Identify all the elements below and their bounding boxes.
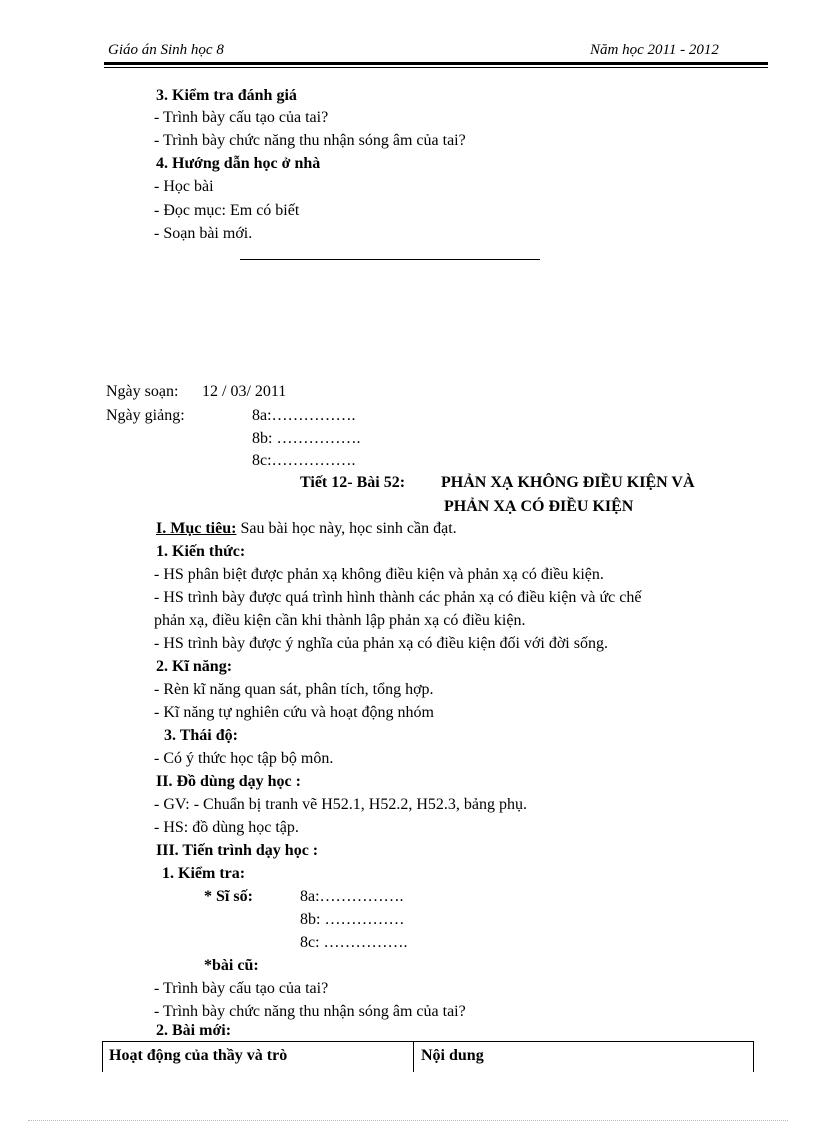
assessment-question-2: - Trình bày chức năng thu nhận sóng âm của tai? <box>154 132 466 149</box>
homework-heading: 4. Hướng dẫn học ở nhà <box>156 155 321 172</box>
attendance-label: * Sĩ số: <box>204 888 253 905</box>
knowledge-item-1: - HS phân biệt được phản xạ không điều kiện và phản xạ có điều kiện. <box>154 566 604 583</box>
materials-teacher: - GV: - Chuẩn bị tranh vẽ H52.1, H52.2, H52.3, bảng phụ. <box>154 796 527 813</box>
old-lesson-question-1: - Trình bày cấu tạo của tai? <box>154 980 329 997</box>
skills-item-1: - Rèn kĩ năng quan sát, phân tích, tổng hợp. <box>154 681 434 698</box>
attendance-8a: 8a:……………. <box>300 888 404 905</box>
homework-item-1: - Học bài <box>154 178 214 195</box>
header-rule-thin <box>104 67 768 68</box>
teach-date-label: Ngày giảng: <box>106 407 185 424</box>
objectives-heading-row <box>156 519 457 539</box>
teach-class-8a: 8a:……………. <box>252 407 356 424</box>
prep-date-label: Ngày soạn: <box>106 383 179 400</box>
header-rule-thick <box>104 62 768 65</box>
teach-class-8b: 8b: ……………. <box>252 430 361 447</box>
old-lesson-label: *bài cũ: <box>204 957 259 974</box>
homework-item-2: - Đọc mục: Em có biết <box>154 202 300 219</box>
objectives-heading-text: I. Mục tiêu: <box>156 520 237 537</box>
knowledge-item-2b: phản xạ, điều kiện cần khi thành lập phản xạ có điều kiện. <box>154 612 526 629</box>
assessment-heading-text: 3. Kiểm tra đánh giá <box>156 87 297 104</box>
lesson-title-line-1: PHẢN XẠ KHÔNG ĐIỀU KIỆN VÀ <box>441 474 695 491</box>
old-lesson-question-2: - Trình bày chức năng thu nhận sóng âm của tai? <box>154 1003 466 1020</box>
objectives-intro: Sau bài học này, học sinh cần đạt. <box>236 520 457 537</box>
materials-heading: II. Đồ dùng dạy học : <box>156 773 301 790</box>
prep-date-value: 12 / 03/ 2011 <box>202 383 287 400</box>
attitude-item-1: - Có ý thức học tập bộ môn. <box>154 750 334 767</box>
materials-student: - HS: đồ dùng học tập. <box>154 819 299 836</box>
skills-item-2: - Kĩ năng tự nghiên cứu và hoạt động nhóm <box>154 704 434 721</box>
assessment-question-1: - Trình bày cấu tạo của tai? <box>154 109 329 126</box>
skills-heading: 2. Kĩ năng: <box>156 658 233 675</box>
header-subject: Giáo án Sinh học 8 <box>108 42 224 58</box>
activity-table-col-1 <box>103 1042 414 1072</box>
knowledge-item-2a: - HS trình bày được quá trình hình thành các phản xạ có điều kiện và ức chế <box>154 589 642 606</box>
attendance-8b: 8b: …………… <box>300 911 405 928</box>
assessment-heading <box>156 86 297 106</box>
homework-item-3: - Soạn bài mới. <box>154 225 253 242</box>
lesson-title-line-2: PHẢN XẠ CÓ ĐIỀU KIỆN <box>444 498 634 515</box>
section-separator <box>240 259 540 260</box>
page-bottom-border <box>28 1120 788 1121</box>
activity-table <box>102 1041 754 1072</box>
process-heading: III. Tiến trình dạy học : <box>156 842 319 859</box>
col-header-activities: Hoạt động của thầy và trò <box>109 1047 288 1064</box>
col-header-content: Nội dung <box>421 1047 484 1064</box>
new-lesson-heading: 2. Bài mới: <box>156 1022 232 1039</box>
header-school-year: Năm học 2011 - 2012 <box>590 42 719 58</box>
knowledge-item-3: - HS trình bày được ý nghĩa của phản xạ có điều kiện đối với đời sống. <box>154 635 608 652</box>
attendance-8c: 8c: ……………. <box>300 934 408 951</box>
knowledge-heading: 1. Kiến thức: <box>156 543 246 560</box>
check-heading: 1. Kiểm tra: <box>162 865 246 882</box>
attitude-heading: 3. Thái độ: <box>164 727 238 744</box>
objectives-heading <box>156 520 236 537</box>
teach-class-8c: 8c:……………. <box>252 452 356 469</box>
lesson-number: Tiết 12- Bài 52: <box>300 474 406 491</box>
